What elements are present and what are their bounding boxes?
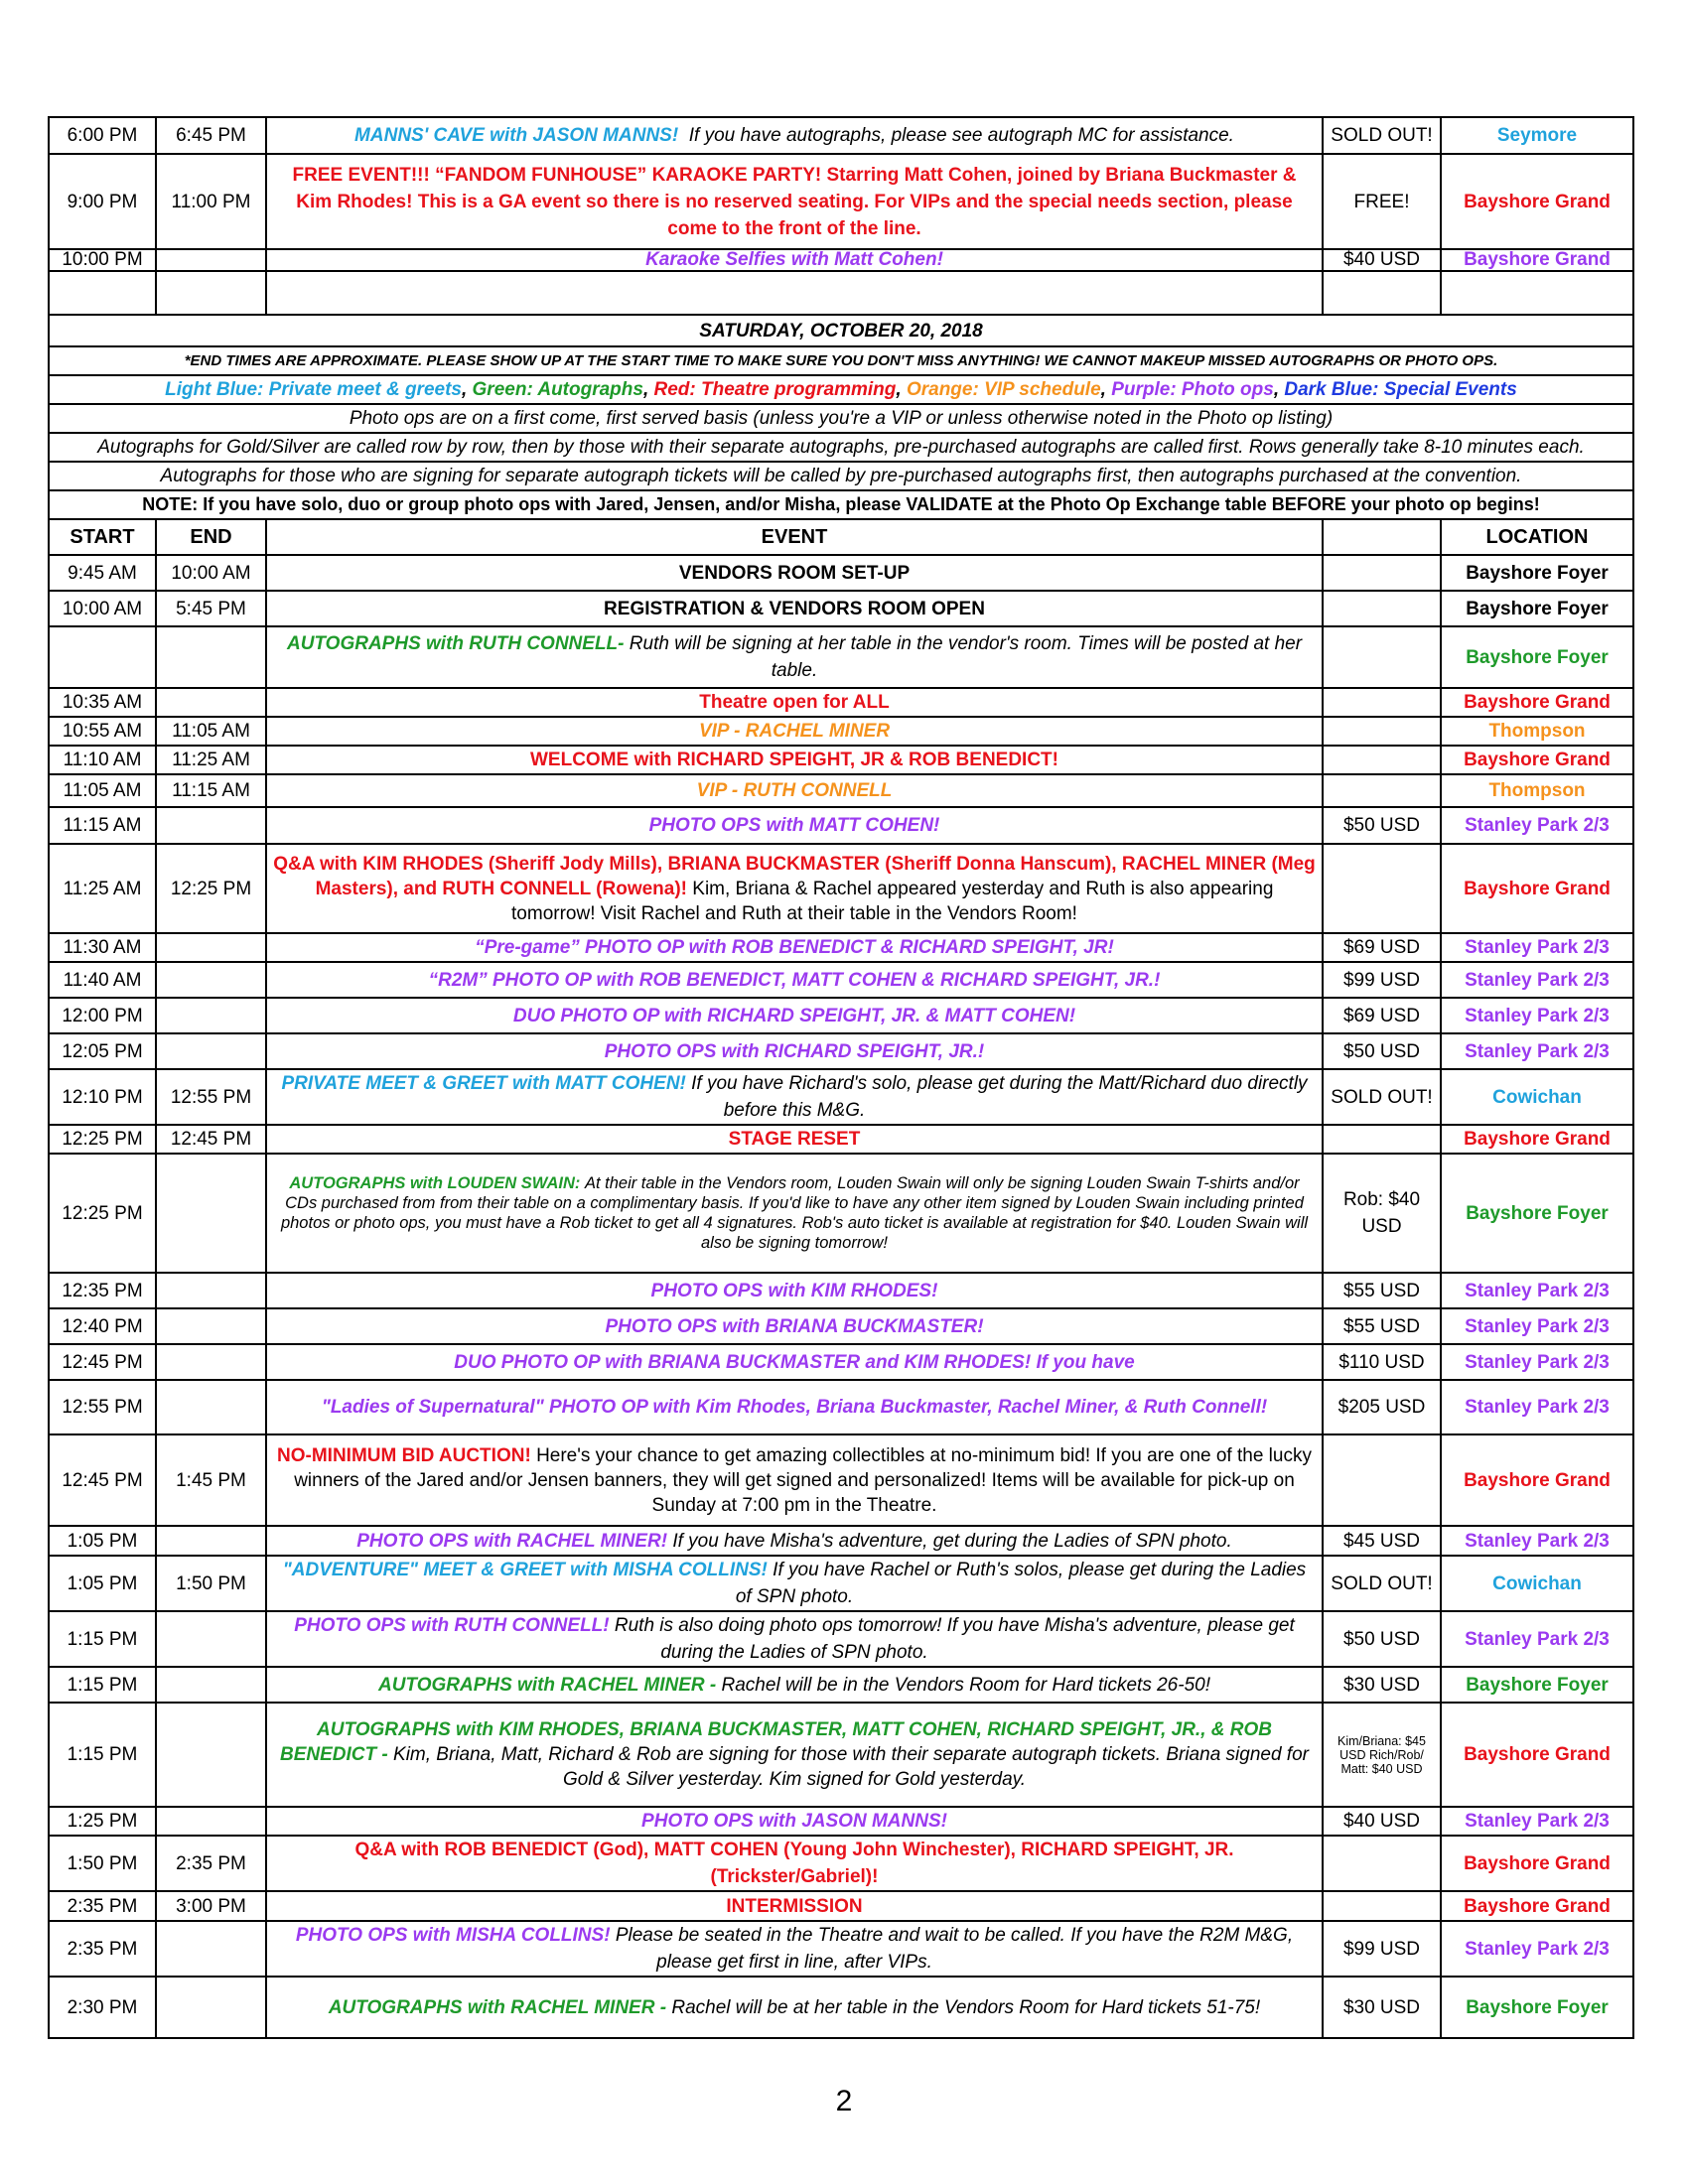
event-title: Q&A with KIM RHODES (Sheriff Jody Mills), BRIANA BUCKMASTER (Sheriff Donna Hanscum), RACHEL MINER (Meg Masters), and RUTH CONNELL (Rowena)! xyxy=(273,853,1316,899)
event-title: PHOTO OPS with RACHEL MINER! xyxy=(356,1530,668,1552)
end-time xyxy=(156,249,266,271)
table-row xyxy=(49,1154,1633,1273)
start-time: 9:00 PM xyxy=(49,154,156,249)
location: Seymore xyxy=(1441,117,1633,154)
start-time: 6:00 PM xyxy=(49,117,156,154)
location: Bayshore Foyer xyxy=(1441,555,1633,591)
end-time xyxy=(156,962,266,998)
start-time: 1:15 PM xyxy=(49,1667,156,1703)
start-time: 1:05 PM xyxy=(49,1556,156,1611)
event-cell xyxy=(266,555,1323,591)
event-cell xyxy=(266,1380,1323,1434)
price xyxy=(1323,688,1441,717)
start-time: 12:10 PM xyxy=(49,1069,156,1125)
table-row xyxy=(49,962,1633,998)
end-time xyxy=(156,933,266,962)
location: Stanley Park 2/3 xyxy=(1441,1921,1633,1977)
event-title: Q&A with ROB BENEDICT (God), MATT COHEN (Young John Winchester), RICHARD SPEIGHT, JR. (Trickster/Gabriel)! xyxy=(354,1840,1234,1887)
price: SOLD OUT! xyxy=(1323,1556,1441,1611)
event-cell xyxy=(266,249,1323,271)
table-row xyxy=(49,1273,1633,1308)
event-cell xyxy=(266,626,1323,688)
legend-light-blue: Light Blue: Private meet & greets xyxy=(165,379,462,400)
table-row xyxy=(49,1526,1633,1556)
location: Stanley Park 2/3 xyxy=(1441,1308,1633,1344)
location: Stanley Park 2/3 xyxy=(1441,1344,1633,1380)
end-time: 5:45 PM xyxy=(156,591,266,626)
price: Rob: $40 USD xyxy=(1323,1154,1441,1273)
table-row xyxy=(49,117,1633,154)
price xyxy=(1323,1891,1441,1921)
event-title: PHOTO OPS with JASON MANNS! xyxy=(641,1810,947,1832)
event-cell xyxy=(266,154,1323,249)
event-title: "ADVENTURE" MEET & GREET with MISHA COLLINS! xyxy=(282,1560,768,1580)
start-time: 2:35 PM xyxy=(49,1921,156,1977)
end-time: 11:05 AM xyxy=(156,717,266,746)
price xyxy=(1323,844,1441,933)
end-time xyxy=(156,1977,266,2038)
event-title: PHOTO OPS with KIM RHODES! xyxy=(650,1280,938,1301)
location: Bayshore Foyer xyxy=(1441,626,1633,688)
start-time: 11:10 AM xyxy=(49,746,156,774)
location: Bayshore Grand xyxy=(1441,1891,1633,1921)
price: $69 USD xyxy=(1323,933,1441,962)
price: $99 USD xyxy=(1323,962,1441,998)
table-row xyxy=(49,1667,1633,1703)
event-title: VENDORS ROOM SET-UP xyxy=(678,562,911,584)
end-time xyxy=(156,1380,266,1434)
price: $30 USD xyxy=(1323,1977,1441,2038)
location: Bayshore Grand xyxy=(1441,746,1633,774)
price: $110 USD xyxy=(1323,1344,1441,1380)
price xyxy=(1323,1434,1441,1526)
table-row xyxy=(49,1033,1633,1069)
event-description: Ruth will be signing at her table in the vendor's room. Times will be posted at her table. xyxy=(629,633,1303,681)
event-cell xyxy=(266,1921,1323,1977)
price xyxy=(1323,1125,1441,1154)
location: Cowichan xyxy=(1441,1556,1633,1611)
price: SOLD OUT! xyxy=(1323,117,1441,154)
end-time xyxy=(156,1344,266,1380)
start-time: 1:05 PM xyxy=(49,1526,156,1556)
table-row xyxy=(49,717,1633,746)
event-cell xyxy=(266,1033,1323,1069)
column-header-event: EVENT xyxy=(266,519,1323,555)
column-header-start: START xyxy=(49,519,156,555)
price: SOLD OUT! xyxy=(1323,1069,1441,1125)
legend-orange: Orange: VIP schedule xyxy=(906,379,1101,400)
location: Bayshore Foyer xyxy=(1441,1977,1633,2038)
price: $50 USD xyxy=(1323,807,1441,844)
event-cell xyxy=(266,933,1323,962)
price xyxy=(1323,1836,1441,1891)
price: $50 USD xyxy=(1323,1033,1441,1069)
location: Stanley Park 2/3 xyxy=(1441,998,1633,1033)
event-title: PRIVATE MEET & GREET with MATT COHEN! xyxy=(281,1073,686,1094)
event-cell xyxy=(266,717,1323,746)
event-description: If you have Richard's solo, please get during the Matt/Richard duo directly before this M&G. xyxy=(691,1073,1308,1121)
event-title: AUTOGRAPHS with LOUDEN SWAIN: xyxy=(289,1174,581,1192)
table-row xyxy=(49,1921,1633,1977)
event-cell xyxy=(266,1526,1323,1556)
location: Bayshore Foyer xyxy=(1441,591,1633,626)
location: Stanley Park 2/3 xyxy=(1441,933,1633,962)
event-title: VIP - RUTH CONNELL xyxy=(696,780,893,801)
end-time xyxy=(156,626,266,688)
end-time xyxy=(156,1667,266,1703)
price: $69 USD xyxy=(1323,998,1441,1033)
price: $40 USD xyxy=(1323,249,1441,271)
event-title: Karaoke Selfies with Matt Cohen! xyxy=(645,249,943,270)
table-row xyxy=(49,1344,1633,1380)
location: Bayshore Grand xyxy=(1441,844,1633,933)
event-cell xyxy=(266,1703,1323,1807)
end-time: 11:15 AM xyxy=(156,774,266,807)
event-cell xyxy=(266,1154,1323,1273)
table-row xyxy=(49,998,1633,1033)
start-time: 12:00 PM xyxy=(49,998,156,1033)
price xyxy=(1323,591,1441,626)
event-description: At their table in the Vendors room, Louden Swain will only be signing Louden Swain T-shirts and/or CDs purchased from from their table on a complimentary basis. If you'd like to have any other item signed by Louden Swain including printed photos or photo ops, you must have a Rob ticket to get all 4 signatures. Rob's auto ticket is available at registration for $40. Louden Swain will also be signing tomorrow! xyxy=(280,1174,1309,1252)
table-row xyxy=(49,688,1633,717)
event-cell xyxy=(266,962,1323,998)
start-time: 11:30 AM xyxy=(49,933,156,962)
legend-dark-blue: Dark Blue: Special Events xyxy=(1284,379,1517,400)
price: $55 USD xyxy=(1323,1308,1441,1344)
end-time xyxy=(156,1273,266,1308)
notice-row xyxy=(49,490,1633,519)
event-cell xyxy=(266,1434,1323,1526)
event-title: INTERMISSION xyxy=(726,1895,863,1917)
event-cell xyxy=(266,117,1323,154)
table-row xyxy=(49,1069,1633,1125)
location: Stanley Park 2/3 xyxy=(1441,1033,1633,1069)
start-time: 12:55 PM xyxy=(49,1380,156,1434)
start-time: 1:25 PM xyxy=(49,1807,156,1836)
end-time xyxy=(156,1308,266,1344)
event-cell xyxy=(266,1308,1323,1344)
end-time xyxy=(156,1154,266,1273)
start-time: 9:45 AM xyxy=(49,555,156,591)
column-header-row xyxy=(49,519,1633,555)
column-header-end: END xyxy=(156,519,266,555)
event-cell xyxy=(266,1273,1323,1308)
price: $99 USD xyxy=(1323,1921,1441,1977)
event-title: AUTOGRAPHS with KIM RHODES, BRIANA BUCKMASTER, MATT COHEN, RICHARD SPEIGHT, JR., & ROB BENEDICT - xyxy=(280,1719,1272,1765)
spacer-row xyxy=(49,271,1633,315)
price: FREE! xyxy=(1323,154,1441,249)
notice-row xyxy=(49,404,1633,433)
price xyxy=(1323,555,1441,591)
location: Stanley Park 2/3 xyxy=(1441,1526,1633,1556)
end-time xyxy=(156,807,266,844)
location: Cowichan xyxy=(1441,1069,1633,1125)
table-row xyxy=(49,1703,1633,1807)
notice-row xyxy=(49,346,1633,375)
event-title: REGISTRATION & VENDORS ROOM OPEN xyxy=(604,598,985,619)
event-description: If you have Rachel or Ruth's solos, please get during the Ladies of SPN photo. xyxy=(735,1560,1307,1607)
location: Stanley Park 2/3 xyxy=(1441,1611,1633,1667)
start-time: 12:45 PM xyxy=(49,1344,156,1380)
table-row xyxy=(49,1807,1633,1836)
start-time: 12:25 PM xyxy=(49,1154,156,1273)
event-cell xyxy=(266,1611,1323,1667)
price: $45 USD xyxy=(1323,1526,1441,1556)
table-row xyxy=(49,591,1633,626)
table-row xyxy=(49,1556,1633,1611)
end-time: 11:00 PM xyxy=(156,154,266,249)
start-time: 11:25 AM xyxy=(49,844,156,933)
location: Bayshore Foyer xyxy=(1441,1667,1633,1703)
price: $30 USD xyxy=(1323,1667,1441,1703)
table-row xyxy=(49,933,1633,962)
saturday-rows xyxy=(49,555,1633,2038)
end-time xyxy=(156,1526,266,1556)
end-time: 6:45 PM xyxy=(156,117,266,154)
start-time: 10:00 AM xyxy=(49,591,156,626)
table-row xyxy=(49,555,1633,591)
event-cell xyxy=(266,1556,1323,1611)
event-title: WELCOME with RICHARD SPEIGHT, JR & ROB BENEDICT! xyxy=(529,750,1058,770)
notice-row xyxy=(49,433,1633,462)
start-time: 2:30 PM xyxy=(49,1977,156,2038)
price: Kim/Briana: $45 USD Rich/Rob/ Matt: $40 USD xyxy=(1323,1703,1441,1807)
event-title: Theatre open for ALL xyxy=(699,692,890,713)
event-title: “R2M” PHOTO OP with ROB BENEDICT, MATT COHEN & RICHARD SPEIGHT, JR.! xyxy=(428,969,1161,991)
start-time: 1:15 PM xyxy=(49,1611,156,1667)
event-title: DUO PHOTO OP with RICHARD SPEIGHT, JR. & MATT COHEN! xyxy=(512,1005,1076,1026)
end-time: 1:45 PM xyxy=(156,1434,266,1526)
end-time xyxy=(156,1921,266,1977)
event-title: “Pre-game” PHOTO OP with ROB BENEDICT & RICHARD SPEIGHT, JR! xyxy=(475,936,1114,958)
event-cell xyxy=(266,998,1323,1033)
start-time: 10:35 AM xyxy=(49,688,156,717)
price: $50 USD xyxy=(1323,1611,1441,1667)
price: $40 USD xyxy=(1323,1807,1441,1836)
table-row xyxy=(49,1891,1633,1921)
event-cell xyxy=(266,807,1323,844)
location: Stanley Park 2/3 xyxy=(1441,1273,1633,1308)
event-title: FREE EVENT!!! “FANDOM FUNHOUSE” KARAOKE PARTY! Starring Matt Cohen, joined by Briana Buckmaster & Kim Rhodes! This is a GA event so there is no reserved seating. For VIPs and the special needs section, please come to the front of the line. xyxy=(292,164,1297,239)
event-title: PHOTO OPS with MISHA COLLINS! xyxy=(295,1925,611,1946)
end-time xyxy=(156,1611,266,1667)
table-row xyxy=(49,154,1633,249)
location: Bayshore Grand xyxy=(1441,249,1633,271)
event-title: AUTOGRAPHS with RUTH CONNELL- xyxy=(286,633,625,654)
event-cell xyxy=(266,1977,1323,2038)
legend-red: Red: Theatre programming xyxy=(653,379,897,400)
event-title: PHOTO OPS with MATT COHEN! xyxy=(648,815,940,836)
column-header-price xyxy=(1323,519,1441,555)
end-time: 1:50 PM xyxy=(156,1556,266,1611)
table-row xyxy=(49,626,1633,688)
start-time: 11:15 AM xyxy=(49,807,156,844)
table-row xyxy=(49,746,1633,774)
start-time: 10:00 PM xyxy=(49,249,156,271)
location: Thompson xyxy=(1441,717,1633,746)
event-description: If you have Misha's adventure, get during the Ladies of SPN photo. xyxy=(672,1530,1232,1552)
event-description: If you have autographs, please see autograph MC for assistance. xyxy=(688,125,1234,146)
event-title: MANNS' CAVE with JASON MANNS! xyxy=(354,125,679,146)
end-time: 10:00 AM xyxy=(156,555,266,591)
price xyxy=(1323,746,1441,774)
event-cell xyxy=(266,1891,1323,1921)
start-time: 12:45 PM xyxy=(49,1434,156,1526)
start-time: 12:35 PM xyxy=(49,1273,156,1308)
event-description: Rachel will be in the Vendors Room for Hard tickets 26-50! xyxy=(721,1674,1210,1696)
event-cell xyxy=(266,1667,1323,1703)
end-time: 12:45 PM xyxy=(156,1125,266,1154)
price: $205 USD xyxy=(1323,1380,1441,1434)
event-cell xyxy=(266,1125,1323,1154)
event-description: Ruth is also doing photo ops tomorrow! If you have Misha's adventure, please get during the Ladies of SPN photo. xyxy=(614,1615,1295,1663)
validate-notice: NOTE: If you have solo, duo or group photo ops with Jared, Jensen, and/or Misha, please VALIDATE at the Photo Op Exchange table BEFORE your photo op begins! xyxy=(49,490,1633,519)
table-row xyxy=(49,1125,1633,1154)
location: Bayshore Grand xyxy=(1441,688,1633,717)
table-row xyxy=(49,1977,1633,2038)
location: Bayshore Grand xyxy=(1441,1836,1633,1891)
location: Bayshore Grand xyxy=(1441,1125,1633,1154)
event-cell xyxy=(266,1836,1323,1891)
table-row xyxy=(49,1611,1633,1667)
legend-green: Green: Autographs xyxy=(472,379,643,400)
end-time: 12:25 PM xyxy=(156,844,266,933)
start-time: 2:35 PM xyxy=(49,1891,156,1921)
end-time: 12:55 PM xyxy=(156,1069,266,1125)
end-time: 3:00 PM xyxy=(156,1891,266,1921)
location: Bayshore Grand xyxy=(1441,1703,1633,1807)
table-row xyxy=(49,1836,1633,1891)
event-title: VIP - RACHEL MINER xyxy=(698,720,891,742)
event-title: NO-MINIMUM BID AUCTION! xyxy=(277,1444,531,1466)
legend-row xyxy=(49,375,1633,404)
event-cell xyxy=(266,688,1323,717)
color-legend: Light Blue: Private meet & greets, Green: Autographs, Red: Theatre programming, Orange: VIP schedule, Purple: Photo ops, Dark Blue: Special Events xyxy=(49,375,1633,404)
price xyxy=(1323,774,1441,807)
event-description: Please be seated in the Theatre and wait to be called. If you have the R2M M&G, please get first in line, after VIPs. xyxy=(615,1925,1294,1973)
location: Bayshore Grand xyxy=(1441,1434,1633,1526)
location: Thompson xyxy=(1441,774,1633,807)
location: Stanley Park 2/3 xyxy=(1441,807,1633,844)
end-time xyxy=(156,1703,266,1807)
event-title: PHOTO OPS with RICHARD SPEIGHT, JR.! xyxy=(604,1040,985,1062)
table-row xyxy=(49,774,1633,807)
table-row xyxy=(49,1380,1633,1434)
end-time: 11:25 AM xyxy=(156,746,266,774)
event-title: STAGE RESET xyxy=(728,1129,861,1150)
price: $55 USD xyxy=(1323,1273,1441,1308)
end-time xyxy=(156,1033,266,1069)
event-title: DUO PHOTO OP with BRIANA BUCKMASTER and KIM RHODES! If you have xyxy=(454,1351,1135,1373)
event-cell xyxy=(266,1069,1323,1125)
event-cell xyxy=(266,774,1323,807)
location: Stanley Park 2/3 xyxy=(1441,1807,1633,1836)
page-number: 2 xyxy=(835,2085,853,2117)
schedule-table xyxy=(48,116,1634,2039)
day-heading: SATURDAY, OCTOBER 20, 2018 xyxy=(49,315,1633,346)
event-title: "Ladies of Supernatural" PHOTO OP with Kim Rhodes, Briana Buckmaster, Rachel Miner, & Ruth Connell! xyxy=(321,1397,1268,1418)
start-time: 11:05 AM xyxy=(49,774,156,807)
event-title: AUTOGRAPHS with RACHEL MINER - xyxy=(328,1996,667,2018)
event-title: PHOTO OPS with RUTH CONNELL! xyxy=(294,1615,610,1636)
photo-ops-notice: Photo ops are on a first come, first served basis (unless you're a VIP or unless otherwise noted in the Photo op listing) xyxy=(49,404,1633,433)
event-cell xyxy=(266,1807,1323,1836)
start-time: 10:55 AM xyxy=(49,717,156,746)
schedule-page xyxy=(48,116,1632,2039)
end-time xyxy=(156,998,266,1033)
gold-silver-notice: Autographs for Gold/Silver are called row by row, then by those with their separate autographs, pre-purchased autographs are called first. Rows generally take 8-10 minutes each. xyxy=(49,433,1633,462)
event-description: Kim, Briana & Rachel appeared yesterday and Ruth is also appearing tomorrow! Visit Rachel and Ruth at their table in the Vendors Room! xyxy=(511,878,1274,924)
event-description: Kim, Briana, Matt, Richard & Rob are signing for those with their separate autograph tickets. Briana signed for Gold & Silver yesterday. Kim signed for Gold yesterday. xyxy=(393,1744,1309,1790)
table-row xyxy=(49,1308,1633,1344)
end-times-notice: *END TIMES ARE APPROXIMATE. PLEASE SHOW UP AT THE START TIME TO MAKE SURE YOU DON'T MISS ANYTHING! WE CANNOT MAKEUP MISSED AUTOGRAPHS OR PHOTO OPS. xyxy=(49,346,1633,375)
event-cell xyxy=(266,746,1323,774)
column-header-location: LOCATION xyxy=(1441,519,1633,555)
day-heading-row xyxy=(49,315,1633,346)
location: Bayshore Foyer xyxy=(1441,1154,1633,1273)
start-time: 1:15 PM xyxy=(49,1703,156,1807)
table-row xyxy=(49,844,1633,933)
event-cell xyxy=(266,844,1323,933)
table-row xyxy=(49,807,1633,844)
price xyxy=(1323,626,1441,688)
event-description: Here's your chance to get amazing collectibles at no-minimum bid! If you are one of the lucky winners of the Jared and/or Jensen banners, they will get signed and personalized! Items will be available for pick-up on Sunday at 7:00 pm in the Theatre. xyxy=(294,1444,1312,1516)
event-title: AUTOGRAPHS with RACHEL MINER - xyxy=(377,1674,717,1696)
event-cell xyxy=(266,591,1323,626)
start-time: 1:50 PM xyxy=(49,1836,156,1891)
notice-row xyxy=(49,462,1633,490)
location: Stanley Park 2/3 xyxy=(1441,962,1633,998)
start-time: 12:25 PM xyxy=(49,1125,156,1154)
price xyxy=(1323,717,1441,746)
start-time: 12:05 PM xyxy=(49,1033,156,1069)
event-title: PHOTO OPS with BRIANA BUCKMASTER! xyxy=(605,1315,984,1337)
start-time xyxy=(49,626,156,688)
table-row xyxy=(49,1434,1633,1526)
event-description: Rachel will be at her table in the Vendors Room for Hard tickets 51-75! xyxy=(671,1996,1261,2018)
location: Stanley Park 2/3 xyxy=(1441,1380,1633,1434)
event-cell xyxy=(266,1344,1323,1380)
legend-purple: Purple: Photo ops xyxy=(1111,379,1274,400)
end-time xyxy=(156,688,266,717)
location: Bayshore Grand xyxy=(1441,154,1633,249)
separate-autograph-notice: Autographs for those who are signing for separate autograph tickets will be called by pre-purchased autographs first, then autographs purchased at the convention. xyxy=(49,462,1633,490)
start-time: 11:40 AM xyxy=(49,962,156,998)
end-time xyxy=(156,1807,266,1836)
table-row xyxy=(49,249,1633,271)
start-time: 12:40 PM xyxy=(49,1308,156,1344)
end-time: 2:35 PM xyxy=(156,1836,266,1891)
